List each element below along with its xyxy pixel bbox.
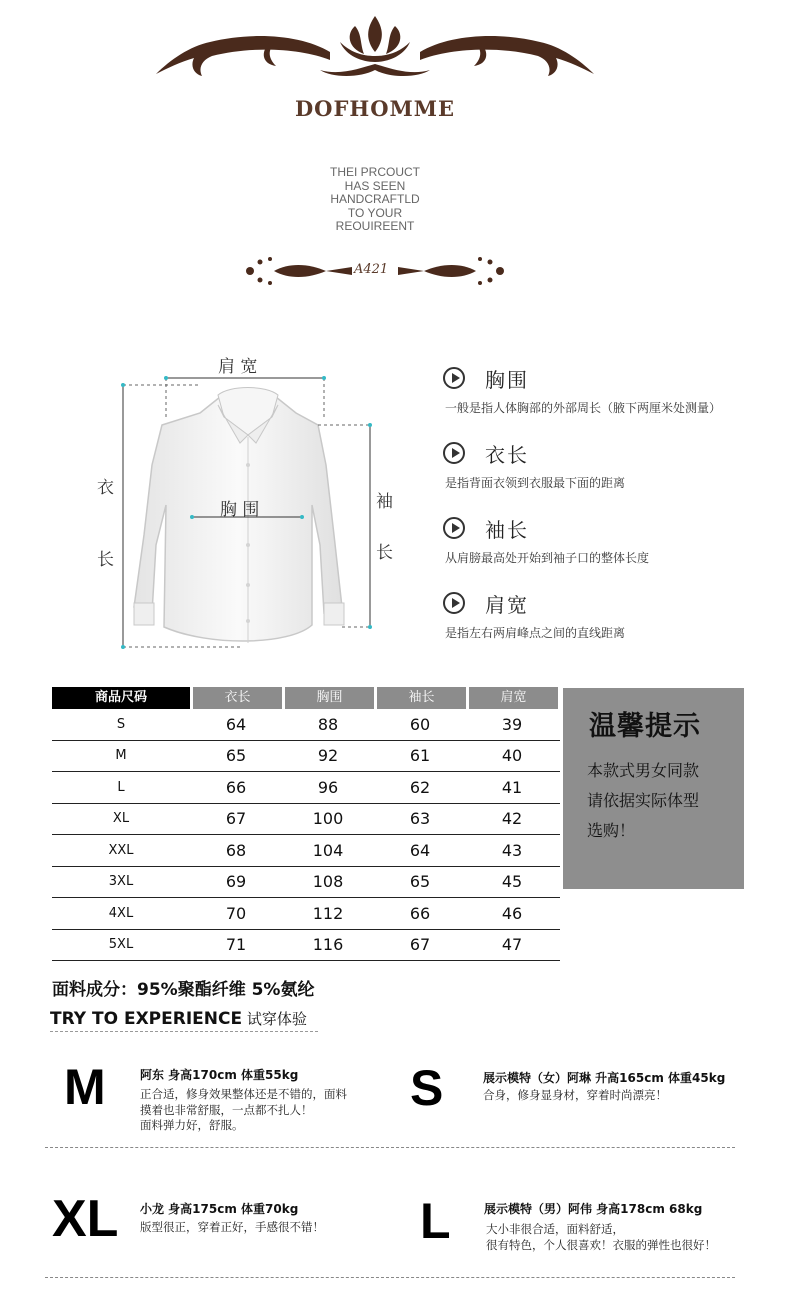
review-head: 小龙 身高175cm 体重70kg — [140, 1202, 299, 1216]
cell: 46 — [501, 903, 523, 923]
tagline — [0, 166, 750, 234]
cell-size: 3XL — [108, 874, 134, 890]
review-body — [486, 1222, 716, 1253]
cell-size: XL — [112, 811, 130, 827]
cell: 112 — [312, 903, 344, 923]
definition-desc: 是指背面衣领到衣服最下面的距离 — [445, 476, 626, 490]
review-line: 很有特色，个人很喜欢！衣服的弹性也很好！ — [486, 1237, 716, 1252]
definition-desc: 一般是指人体胸部的外部周长（腋下两厘米处测量） — [445, 401, 722, 415]
tip-box — [563, 688, 744, 889]
review-head: 阿东 身高170cm 体重55kg — [140, 1068, 299, 1082]
cell: 63 — [409, 809, 431, 829]
review-size-badge: M — [64, 1059, 106, 1115]
cell: 66 — [409, 903, 431, 923]
cell: 96 — [317, 777, 339, 797]
cell: 47 — [501, 935, 523, 955]
tagline-line: REOUIREENT — [335, 219, 415, 233]
tip-line: 选购！ — [587, 821, 636, 840]
cell: 45 — [501, 872, 523, 892]
review-size-badge: S — [410, 1060, 444, 1116]
divider — [45, 1147, 735, 1148]
header-sleeve: 袖长 — [377, 687, 466, 709]
cell: 65 — [409, 872, 431, 892]
cell: 64 — [225, 714, 247, 734]
definition-term: 袖长 — [485, 518, 529, 542]
cell: 68 — [225, 840, 247, 860]
chest-label: 胸 围 — [220, 500, 260, 520]
tip-line: 请依据实际体型 — [587, 791, 700, 810]
header-size: 商品尺码 — [52, 687, 190, 709]
table-row — [52, 930, 560, 962]
play-icon — [443, 367, 465, 389]
definition-term: 肩宽 — [485, 593, 529, 617]
play-icon — [443, 442, 465, 464]
size-table — [52, 687, 560, 961]
review-line: 摸着也非常舒服，一点都不扎人！ — [140, 1102, 313, 1117]
table-row — [52, 867, 560, 899]
review-line: 面料弹力好，舒服。 — [140, 1118, 244, 1132]
cell: 61 — [409, 746, 431, 766]
review-body — [140, 1087, 347, 1134]
tip-line: 本款式男女同款 — [587, 761, 700, 780]
cell: 67 — [225, 809, 247, 829]
cell: 116 — [312, 935, 344, 955]
play-icon — [443, 592, 465, 614]
cell: 62 — [409, 777, 431, 797]
tip-title: 温馨提示 — [589, 711, 701, 742]
review-body — [140, 1220, 324, 1236]
cell: 43 — [501, 840, 523, 860]
tagline-line: TO YOUR — [347, 205, 403, 220]
try-title-en: TRY TO EXPERIENCE — [50, 1009, 243, 1029]
cell: 108 — [312, 872, 344, 892]
review-line: 正合适，修身效果整体还是不错的，面料 — [140, 1087, 347, 1101]
play-icon — [443, 517, 465, 539]
table-row — [52, 898, 560, 930]
cell-size: S — [116, 716, 126, 732]
review-line: 合身，修身显身材，穿着时尚漂亮！ — [483, 1088, 667, 1102]
table-row — [52, 709, 560, 741]
cell: 41 — [501, 777, 523, 797]
material-composition: 面料成分：95%聚酯纤维 5%氨纶 — [52, 980, 315, 1000]
review-size-badge: XL — [52, 1190, 119, 1248]
cell-size: L — [117, 779, 125, 795]
length-label-1: 衣 — [97, 478, 114, 498]
table-row — [52, 835, 560, 867]
table-row — [52, 772, 560, 804]
cell: 67 — [409, 935, 431, 955]
cell-size: 5XL — [108, 937, 134, 953]
header-shoulder: 肩宽 — [469, 687, 558, 709]
table-row — [52, 804, 560, 836]
tagline-line: HANDCRAFTLD — [330, 192, 420, 206]
cell: 70 — [225, 903, 247, 923]
review-head: 展示模特（男）阿伟 身高178cm 68kg — [484, 1202, 703, 1216]
cell: 69 — [225, 872, 247, 892]
definition-term: 衣长 — [485, 443, 529, 467]
try-title-cn: 试穿体验 — [242, 1010, 307, 1028]
definition-desc: 是指左右两肩峰点之间的直线距离 — [445, 626, 626, 640]
sleeve-label-1: 袖 — [376, 492, 393, 512]
cell: 92 — [317, 746, 339, 766]
try-section-title — [50, 1008, 307, 1029]
review-line: 大小非很合适，面料舒适， — [486, 1222, 624, 1236]
cell-size: M — [115, 748, 127, 764]
cell: 65 — [225, 746, 247, 766]
tip-text — [587, 756, 737, 846]
definition-desc: 从肩膀最高处开始到袖子口的整体长度 — [445, 551, 650, 565]
review-body — [483, 1088, 667, 1104]
cell: 66 — [225, 777, 247, 797]
review-size-badge: L — [420, 1193, 451, 1249]
length-label-2: 长 — [97, 550, 114, 570]
cell: 100 — [312, 809, 344, 829]
cell: 64 — [409, 840, 431, 860]
table-header — [52, 687, 560, 709]
tagline-line: THEI PRCOUCT — [330, 165, 420, 179]
review-line: 版型很正，穿着正好，手感很不错！ — [140, 1220, 324, 1234]
cell: 60 — [409, 714, 431, 734]
definition-term: 胸围 — [485, 368, 529, 392]
cell: 71 — [225, 935, 247, 955]
top-ornament-icon — [150, 12, 600, 84]
shoulder-label: 肩 宽 — [218, 357, 258, 377]
cell-size: 4XL — [108, 905, 134, 921]
header-length: 衣长 — [193, 687, 282, 709]
table-row — [52, 741, 560, 773]
tagline-line: HAS SEEN — [344, 178, 406, 193]
product-code: A421 — [354, 262, 389, 277]
cell: 42 — [501, 809, 523, 829]
sleeve-label-2: 长 — [376, 543, 393, 563]
divider — [50, 1031, 318, 1032]
cell: 88 — [317, 714, 339, 734]
brand-name: DOFHOMME — [294, 96, 456, 121]
review-head: 展示模特（女）阿琳 升高165cm 体重45kg — [483, 1071, 726, 1085]
cell-size: XXL — [108, 842, 134, 858]
cell: 104 — [312, 840, 344, 860]
cell: 40 — [501, 746, 523, 766]
cell: 39 — [501, 714, 523, 734]
size-diagram — [90, 345, 420, 665]
divider — [45, 1277, 735, 1278]
header-chest: 胸围 — [285, 687, 374, 709]
